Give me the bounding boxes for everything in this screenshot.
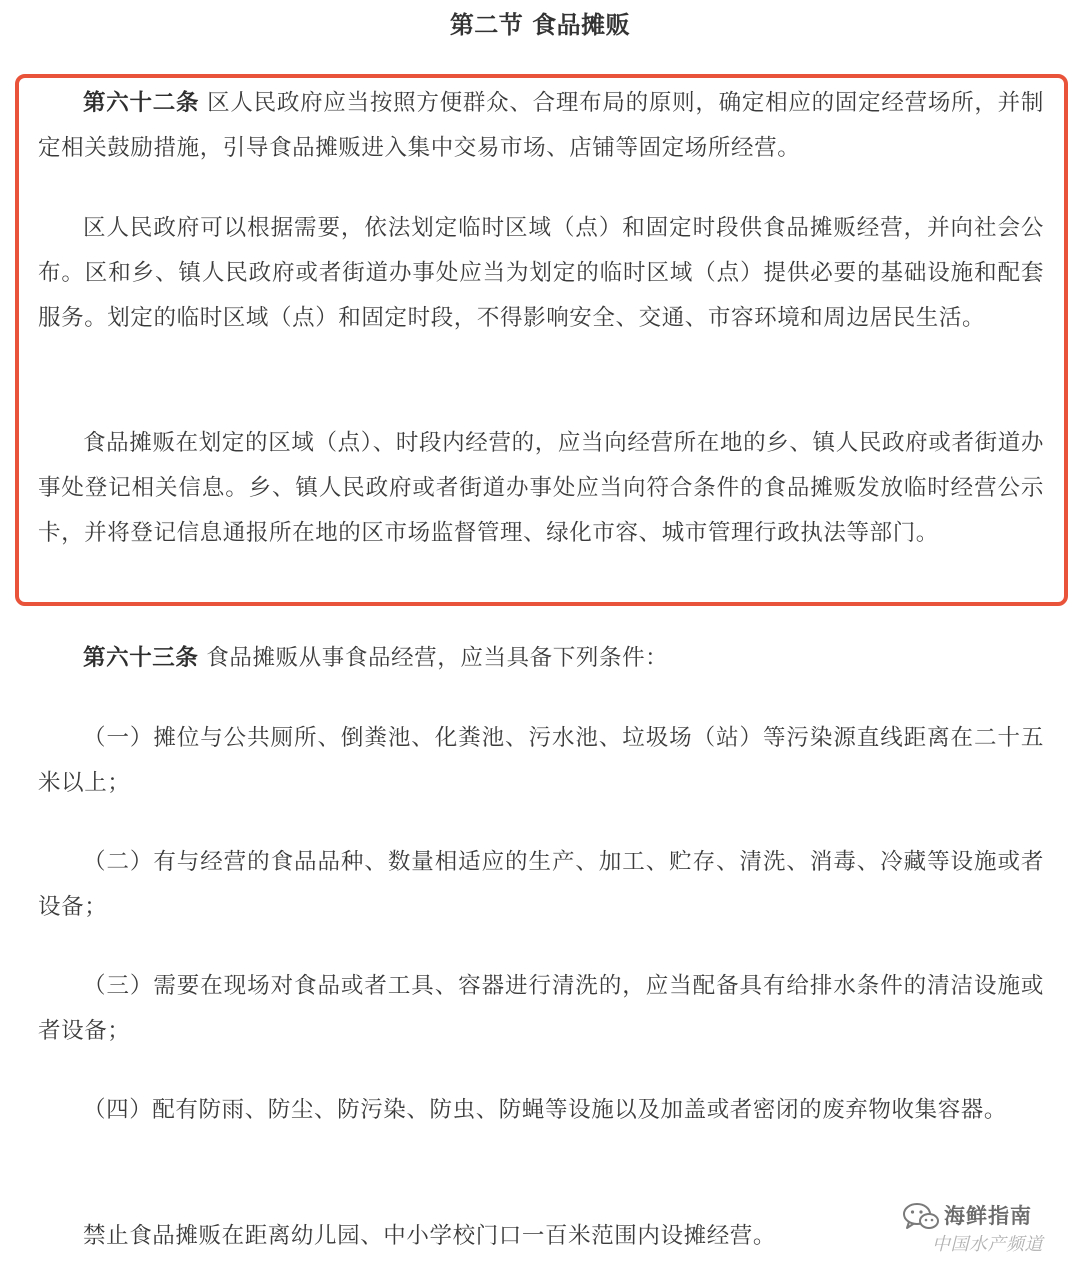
article-63-heading: 第六十三条 (83, 645, 199, 671)
condition-item-3: （三）需要在现场对食品或者工具、容器进行清洗的，应当配备具有给排水条件的清洁设施或者设备； (38, 973, 1044, 1044)
closing-paragraph: 禁止食品摊贩在距离幼儿园、中小学校门口一百米范围内设摊经营。 (83, 1223, 777, 1249)
article-62-paragraph-1 (38, 81, 1044, 171)
article-62-paragraph-2: 区人民政府可以根据需要，依法划定临时区域（点）和固定时段供食品摊贩经营，并向社会公布。区和乡、镇人民政府或者街道办事处应当为划定的临时区域（点）提供必要的基础设施和配套服务。划定的临时区域（点）和固定时段，不得影响安全、交通、市容环境和周边居民生活。 (38, 215, 1044, 331)
article-62-paragraph-3: 食品摊贩在划定的区域（点）、时段内经营的，应当向经营所在地的乡、镇人民政府或者街道办事处登记相关信息。乡、镇人民政府或者街道办事处应当向符合条件的食品摊贩发放临时经营公示卡，并将登记信息通报所在地的区市场监督管理、绿化市容、城市管理行政执法等部门。 (38, 430, 1044, 546)
article-63-paragraph (38, 636, 1044, 681)
watermark-brand: 海鲜指南 (944, 1204, 1032, 1228)
wechat-icon (902, 1202, 940, 1232)
article-62-text: 区人民政府应当按照方便群众、合理布局的原则，确定相应的固定经营场所，并制定相关鼓励措施，引导食品摊贩进入集中交易市场、店铺等固定场所经营。 (38, 90, 1044, 161)
section-title: 第二节 食品摊贩 (449, 11, 631, 39)
condition-item-2: （二）有与经营的食品品种、数量相适应的生产、加工、贮存、清洗、消毒、冷藏等设施或者设备； (38, 849, 1044, 920)
watermark (902, 1200, 1052, 1260)
article-63-text: 食品摊贩从事食品经营，应当具备下列条件： (198, 645, 669, 671)
condition-item-1: （一）摊位与公共厕所、倒粪池、化粪池、污水池、垃圾场（站）等污染源直线距离在二十五米以上； (38, 725, 1044, 796)
watermark-subtitle: 中国水产频道 (932, 1234, 1043, 1255)
condition-item-4: （四）配有防雨、防尘、防污染、防虫、防蝇等设施以及加盖或者密闭的废弃物收集容器。 (83, 1097, 1008, 1123)
article-62-heading: 第六十二条 (83, 90, 200, 116)
